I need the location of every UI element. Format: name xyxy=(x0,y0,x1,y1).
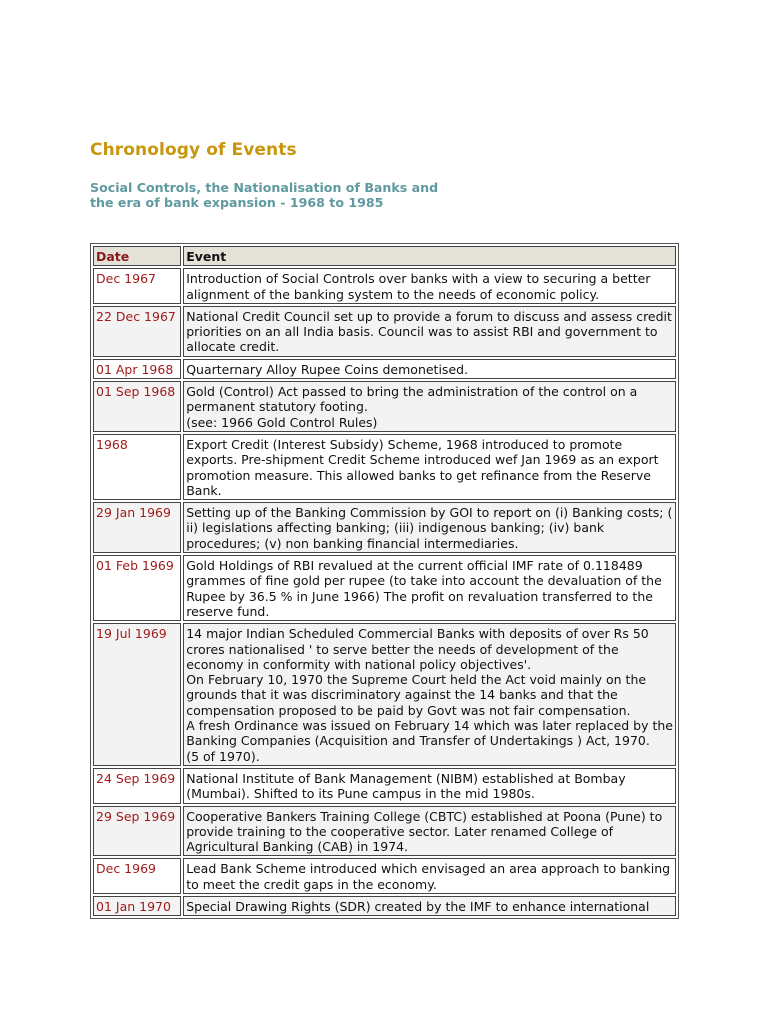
event-text-line: allocate credit. xyxy=(186,339,280,355)
event-description xyxy=(183,502,676,553)
event-description xyxy=(183,434,676,500)
event-description xyxy=(183,623,676,766)
event-text-line: promotion measure. This allowed banks to get refinance from the Reserve xyxy=(186,467,651,483)
event-date: 29 Sep 1969 xyxy=(93,806,181,857)
event-date: 24 Sep 1969 xyxy=(93,768,181,804)
event-description xyxy=(183,768,676,804)
event-text-line: ii) legislations affecting banking; (iii) indigenous banking; (iv) bank xyxy=(186,520,605,536)
event-description xyxy=(183,268,676,304)
table-row xyxy=(93,434,676,500)
table-header-row xyxy=(93,246,676,266)
event-text-line: Cooperative Bankers Training College (CBTC) established at Poona (Pune) to xyxy=(186,808,663,824)
event-date: 01 Jan 1970 xyxy=(93,896,181,916)
event-text-line: On February 10, 1970 the Supreme Court held the Act void mainly on the xyxy=(186,672,647,688)
event-text-line: A fresh Ordinance was issued on February 14 which was later replaced by the xyxy=(186,718,673,734)
event-description xyxy=(183,896,676,916)
event-text-line: grammes of fine gold per rupee (to take into account the devaluation of the xyxy=(186,573,662,589)
event-text-line: (5 of 1970). xyxy=(186,748,260,764)
event-description xyxy=(183,858,676,894)
event-date: Dec 1967 xyxy=(93,268,181,304)
table-row xyxy=(93,268,676,304)
event-text-line: procedures; (v) non banking financial intermediaries. xyxy=(186,535,519,551)
event-text-line: compensation proposed to be paid by Govt was not fair compensation. xyxy=(186,702,631,718)
event-text-line: National Institute of Bank Management (NIBM) established at Bombay xyxy=(186,770,626,786)
event-text-line: provide training to the cooperative sector. Later renamed College of xyxy=(186,823,614,839)
event-description xyxy=(183,306,676,357)
event-text-line: Introduction of Social Controls over banks with a view to securing a better xyxy=(186,271,651,287)
event-text-line: National Credit Council set up to provide a forum to discuss and assess credit xyxy=(186,308,672,324)
event-description xyxy=(183,806,676,857)
event-description xyxy=(183,359,676,379)
event-text-line: Bank. xyxy=(186,482,222,498)
table-row xyxy=(93,768,676,804)
event-date: 22 Dec 1967 xyxy=(93,306,181,357)
event-text-line: to meet the credit gaps in the economy. xyxy=(186,876,437,892)
table-row xyxy=(93,623,676,766)
chronology-table xyxy=(90,243,679,919)
event-description xyxy=(183,381,676,432)
event-text-line: reserve fund. xyxy=(186,603,270,619)
event-text-line: Gold Holdings of RBI revalued at the current official IMF rate of 0.118489 xyxy=(186,558,643,574)
event-text-line: Setting up of the Banking Commission by GOI to report on (i) Banking costs; ( xyxy=(186,505,673,521)
event-text-line: Export Credit (Interest Subsidy) Scheme, 1968 introduced to promote xyxy=(186,436,623,452)
event-date: 01 Apr 1968 xyxy=(93,359,181,379)
event-text-line: alignment of the banking system to the needs of economic policy. xyxy=(186,286,600,302)
table-row xyxy=(93,306,676,357)
table-row xyxy=(93,502,676,553)
date-column-header: Date xyxy=(93,246,181,266)
event-text-line: 14 major Indian Scheduled Commercial Banks with deposits of over Rs 50 xyxy=(186,626,649,642)
table-row xyxy=(93,381,676,432)
event-description xyxy=(183,555,676,621)
page-title: Chronology of Events xyxy=(90,140,297,160)
event-text-line: Rupee by 36.5 % in June 1966) The profit on revaluation transferred to the xyxy=(186,588,653,604)
table-body xyxy=(93,268,676,916)
event-text-line: (see: 1966 Gold Control Rules) xyxy=(186,414,378,430)
event-text-line: crores nationalised ' to serve better the needs of development of the xyxy=(186,641,619,657)
subtitle-line: Social Controls, the Nationalisation of Banks and xyxy=(90,180,439,195)
event-text-line: Banking Companies (Acquisition and Transfer of Undertakings ) Act, 1970. xyxy=(186,733,650,749)
table-row xyxy=(93,806,676,857)
event-text-line: Agricultural Banking (CAB) in 1974. xyxy=(186,839,409,855)
event-date: 1968 xyxy=(93,434,181,500)
event-text-line: Gold (Control) Act passed to bring the administration of the control on a xyxy=(186,384,638,400)
event-text-line: Special Drawing Rights (SDR) created by the IMF to enhance international xyxy=(186,898,650,914)
event-date: 01 Sep 1968 xyxy=(93,381,181,432)
event-text-line: Lead Bank Scheme introduced which envisaged an area approach to banking xyxy=(186,861,671,877)
table-row xyxy=(93,555,676,621)
event-text-line: permanent statutory footing. xyxy=(186,399,368,415)
table-row xyxy=(93,359,676,379)
event-text-line: Quarternary Alloy Rupee Coins demonetised. xyxy=(186,361,469,377)
table-row xyxy=(93,896,676,916)
event-text-line: grounds that it was discriminatory against the 14 banks and that the xyxy=(186,687,618,703)
event-date: 29 Jan 1969 xyxy=(93,502,181,553)
event-date: Dec 1969 xyxy=(93,858,181,894)
page-subtitle xyxy=(90,180,470,210)
subtitle-line: the era of bank expansion - 1968 to 1985 xyxy=(90,195,384,210)
event-text-line: economy in conformity with national policy objectives'. xyxy=(186,656,532,672)
event-date: 01 Feb 1969 xyxy=(93,555,181,621)
table-row xyxy=(93,858,676,894)
event-text-line: priorities on an all India basis. Council was to assist RBI and government to xyxy=(186,324,658,340)
event-text-line: exports. Pre-shipment Credit Scheme introduced wef Jan 1969 as an export xyxy=(186,452,659,468)
event-column-header: Event xyxy=(183,246,676,266)
event-date: 19 Jul 1969 xyxy=(93,623,181,766)
event-text-line: (Mumbai). Shifted to its Pune campus in the mid 1980s. xyxy=(186,786,535,802)
